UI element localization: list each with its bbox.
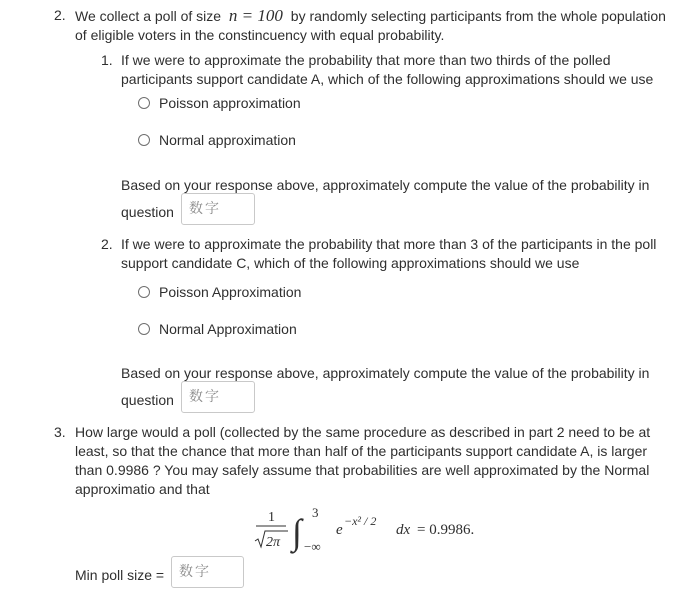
option-label: Normal Approximation [159, 321, 297, 337]
integral-upper-limit: 3 [312, 505, 319, 520]
q3-text-line1: How large would a poll (collected by the same procedure as described in part 2 need to be at [75, 424, 651, 440]
sqrt-body: 2π [266, 535, 281, 550]
option-label: Poisson Approximation [159, 284, 302, 300]
q2-sub2-option-poisson[interactable] [138, 284, 301, 300]
q2-sub2-answer-input[interactable] [181, 381, 255, 413]
q2-intro-text-b: by randomly selecting participants from the whole population [290, 8, 666, 24]
q2-number: 2. [54, 7, 66, 23]
formula-result: = 0.9986. [417, 522, 475, 538]
q2-sub1-option-poisson[interactable] [138, 95, 301, 111]
q2-sub2-followup-line1: Based on your response above, approximately compute the value of the probability in [121, 365, 650, 381]
radio-button[interactable] [138, 323, 150, 335]
q2-sub1-followup-line1: Based on your response above, approximately compute the value of the probability in [121, 177, 650, 193]
q2-sub2-option-normal[interactable] [138, 321, 297, 337]
radio-button[interactable] [138, 134, 150, 146]
q2-sub1-followup-label: question [121, 204, 174, 220]
integral-sign: ∫ [292, 512, 302, 552]
q3-answer-label: Min poll size = [75, 567, 165, 583]
q2-intro-line1 [75, 6, 666, 26]
q2-intro-line2: of eligible voters in the constincuency with equal probability. [75, 27, 445, 43]
q2-sub1-option-normal[interactable] [138, 132, 296, 148]
q2-sub1-answer-input[interactable] [181, 193, 255, 225]
q2-sub2-line1: If we were to approximate the probability that more than 3 of the participants in the poll [121, 236, 657, 252]
q3-text-line4: approximatio and that [75, 481, 210, 497]
q2-sub2-line2: support candidate C, which of the following approximations should we use [121, 255, 580, 271]
q2-intro-text-a: We collect a poll of size [75, 8, 222, 24]
q2-sub2-number: 2. [101, 236, 113, 252]
q3-text-line3: than 0.9986 ? You may safely assume that probabilities are well approximated by the Normal [75, 462, 650, 478]
integrand-exponent: −x² / 2 [344, 514, 377, 528]
q2-sub1-line1: If we were to approximate the probability that more than two thirds of the polled [121, 52, 611, 68]
q2-sub1-line2: participants support candidate A, which of the following approximations should we use [121, 71, 654, 87]
q3-number: 3. [54, 424, 66, 440]
differential: dx [396, 522, 411, 538]
q3-text-line2: least, so that the chance that more than half of the participants support candidate A, is larger [75, 443, 648, 459]
integral-lower-limit: −∞ [304, 539, 321, 554]
radio-button[interactable] [138, 286, 150, 298]
radio-button[interactable] [138, 97, 150, 109]
q3-min-poll-size-input[interactable] [171, 556, 244, 588]
q2-sub1-number: 1. [101, 52, 113, 68]
integrand-base: e [336, 522, 343, 538]
fraction-numerator: 1 [268, 510, 275, 525]
q2-sub2-followup-label: question [121, 392, 174, 408]
q2-sample-size-math: n = 100 [228, 6, 283, 25]
gaussian-integral-formula [254, 504, 504, 554]
option-label: Normal approximation [159, 132, 296, 148]
option-label: Poisson approximation [159, 95, 301, 111]
